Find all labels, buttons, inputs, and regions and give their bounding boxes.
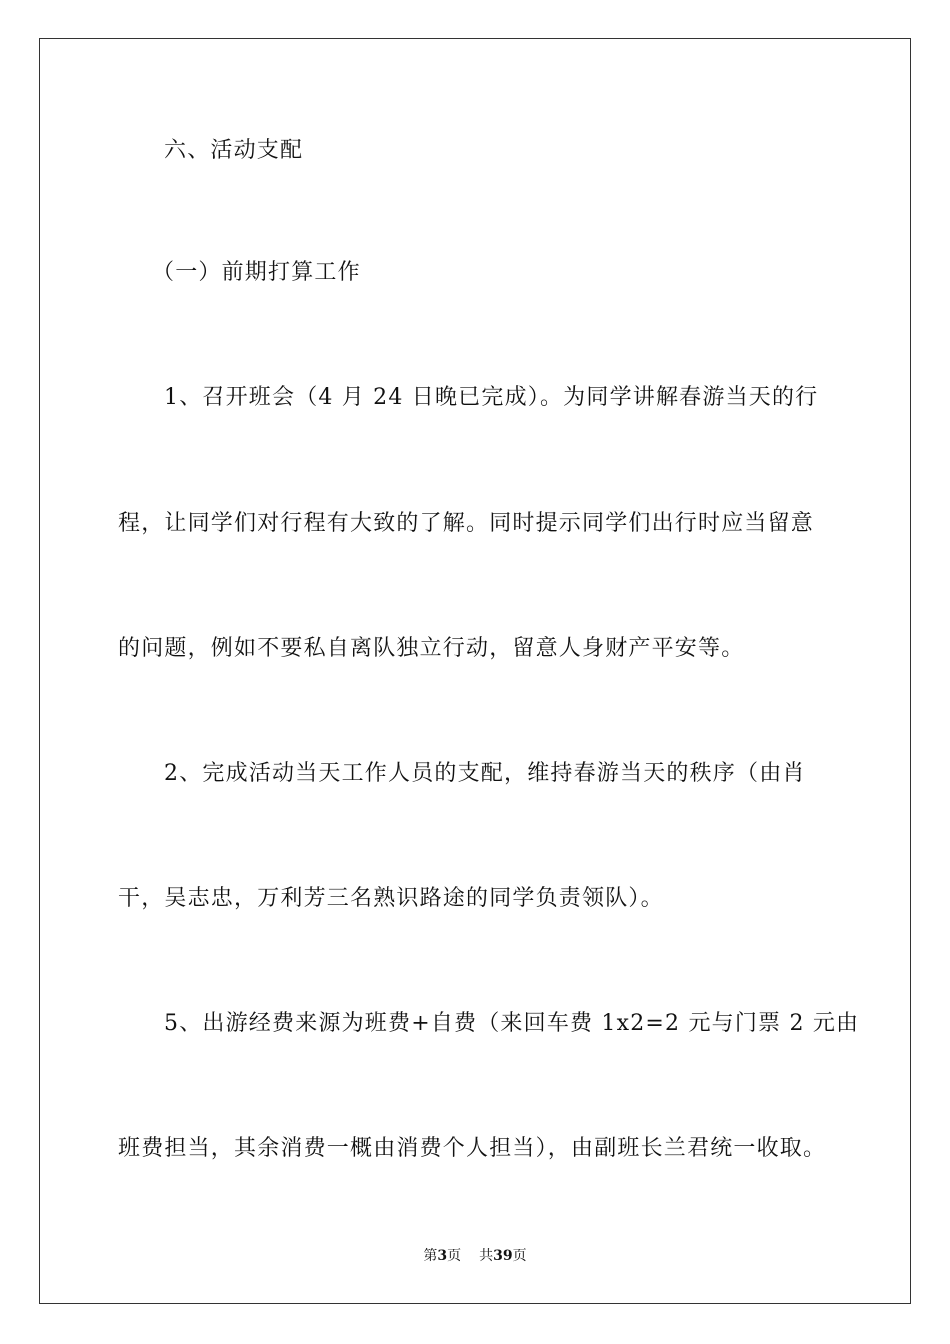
paragraph-3-line-1: 5、出游经费来源为班费+自费（来回车费 1x2=2 元与门票 2 元由: [164, 1011, 860, 1036]
paragraph-1-line-2: 程，让同学们对行程有大致的了解。同时提示同学们出行时应当留意: [118, 511, 815, 536]
page-border: [39, 38, 911, 1304]
section-heading: 六、活动支配: [164, 138, 304, 163]
paragraph-3-line-2: 班费担当，其余消费一概由消费个人担当），由副班长兰君统一收取。: [118, 1136, 827, 1161]
footer-page-prefix: 第: [423, 1248, 438, 1264]
footer-total-pages: 39: [493, 1248, 513, 1264]
subsection-heading: （一）前期打算工作: [152, 260, 361, 285]
paragraph-2-line-1: 2、完成活动当天工作人员的支配，维持春游当天的秩序（由肖: [164, 761, 806, 786]
footer-total-suffix: 页: [512, 1248, 527, 1264]
page-footer: [0, 1246, 950, 1266]
paragraph-1-line-1: 1、召开班会（4 月 24 日晚已完成）。为同学讲解春游当天的行: [164, 385, 819, 410]
footer-total-prefix: 共: [479, 1248, 494, 1264]
footer-page-suffix: 页: [447, 1248, 462, 1264]
paragraph-1-line-3: 的问题，例如不要私自离队独立行动，留意人身财产平安等。: [118, 636, 745, 661]
paragraph-2-line-2: 干，吴志忠，万利芳三名熟识路途的同学负责领队）。: [118, 886, 664, 911]
footer-page-number: 3: [437, 1248, 448, 1264]
